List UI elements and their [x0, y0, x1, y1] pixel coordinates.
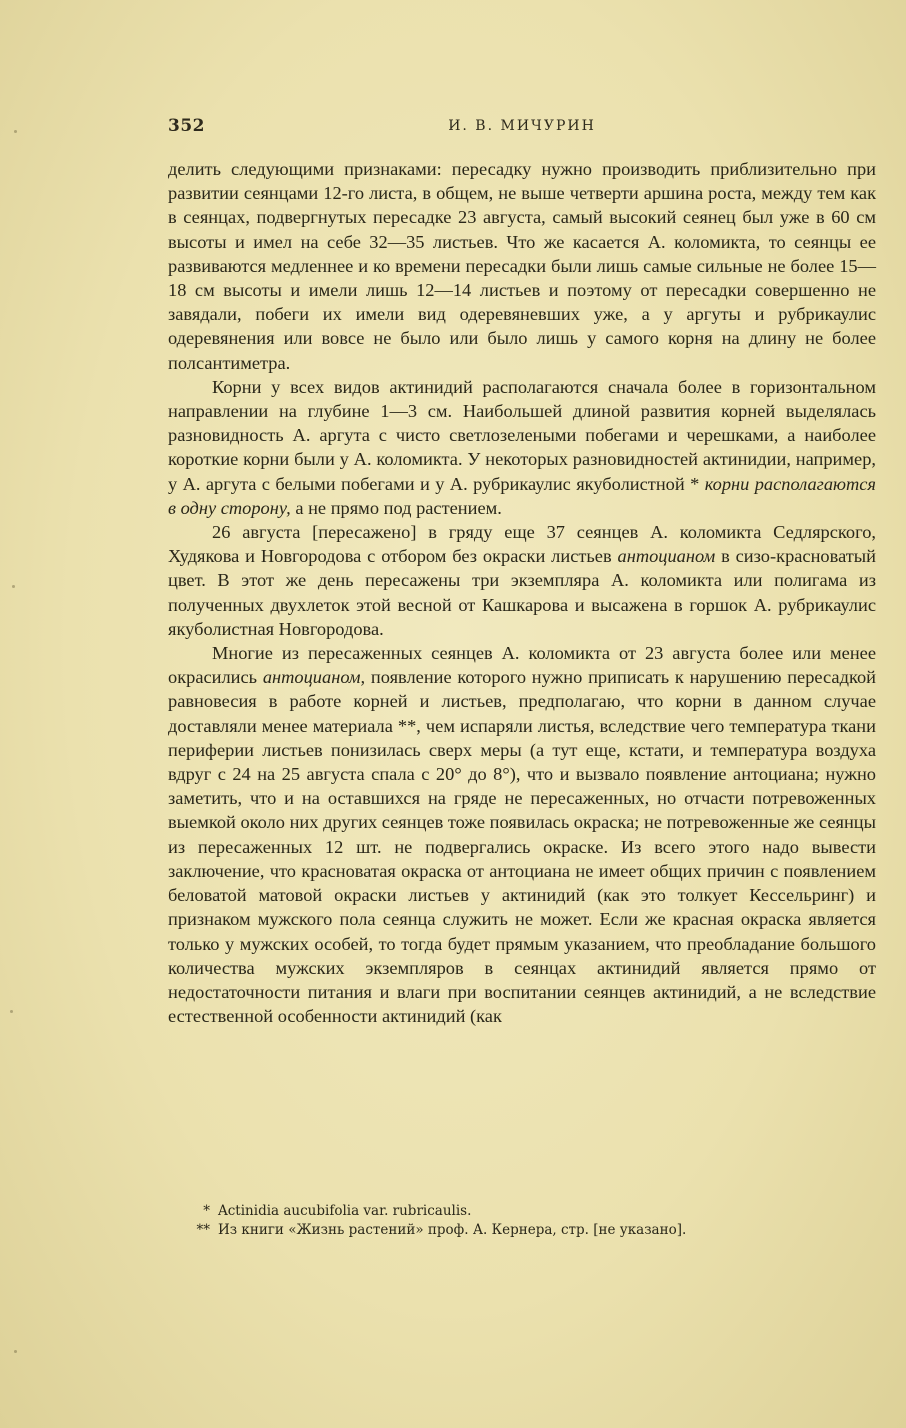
footnote-mark: ** [196, 1222, 210, 1238]
running-head: И. В. МИЧУРИН [448, 118, 596, 134]
body-text [168, 157, 876, 1028]
paragraph-2 [168, 375, 876, 520]
paragraph-1: делить следующими признаками: пересадку нужно производить приблизительно при развитии сеянцами 12-го листа, в общем, не выше четверти аршина роста, между тем как в сеянцах, подвергнутых пересадке 23 августа, самый высокий сеянец был уже в 60 см высоты и имел на себе 32—35 листьев. Что же касается А. коломикта, то сеянцы ее развиваются медленнее и ко времени пересадки были лишь самые сильные не более 15—18 см высоты и имели лишь 12—14 листьев и поэтому от пересадки совершенно не завядали, побеги их имели вид одеревяневших уже, а у аргуты и рубрикаулис одеревянения или вовсе не было или было лишь у самого корня на длину не более полсантиметра. [168, 159, 876, 373]
paragraph-2-text-a: Корни у всех видов актинидий располагаются сначала более в горизонтальном направлении на глубине 1—3 см. Наибольшей длиной развития корней выделялась разновидность А. аргута с чисто светлозелеными побегами и черешками, а наиболее короткие корни были у А. коломикта. У некоторых разновидностей актинидии, например, у А. аргута с белыми побегами и у А. рубрикаулис якуболистной * [168, 376, 876, 494]
page-header [168, 116, 876, 140]
footnotes [168, 1202, 876, 1240]
paragraph-2-italic: корни располагаются в одну сторону, [168, 473, 876, 518]
paragraph-2-text-b: а не прямо под растением. [295, 497, 502, 518]
paper-speck [14, 130, 17, 133]
paragraph-3-text-b: в сизо-красноватый цвет. В этот же день пересажены три экземпляра А. коломикта или полигама из полученных двухлеток этой весной от Кашкарова и высажена в горшок А. рубрикаулис якуболистная Новгородова. [168, 546, 876, 639]
paper-speck [14, 1350, 17, 1353]
page-number: 352 [168, 116, 205, 136]
paragraph-4-italic: антоцианом, [262, 667, 366, 688]
paragraph-3-text-a: 26 августа [пересажено] в гряду еще 37 сеянцев А. коломикта Седлярского, Худякова и Новгородова с отбором без окраски листьев [168, 522, 876, 567]
paragraph-4 [168, 641, 876, 1028]
paragraph-4-text-a: Многие из пересаженных сеянцев А. коломикта от 23 августа более или менее окрасились [168, 643, 876, 688]
paper-speck [12, 585, 15, 588]
paragraph-3 [168, 520, 876, 641]
footnote-text: Actinidia aucubifolia var. rubricaulis. [218, 1203, 472, 1219]
footnote-1 [168, 1202, 876, 1221]
paragraph-4-text-b: появление которого нужно приписать к нарушению пересадкой равновесия в работе корней и листьев, предполагаю, что корни в данном случае доставляли менее материала **, чем испаряли листья, вследствие чего температура ткани периферии листьев понизилась сверх меры (а тут еще, кстати, и температура воздуха вдруг с 24 на 25 августа спала с 20° до 8°), что и вызвало появление антоциана; нужно заметить, что и на оставшихся на гряде не пересаженных, но отчасти потревоженных выемкой около них других сеянцев тоже появилась окраска; не потревоженные же сеянцы из пересаженных 12 шт. не подвергались окраске. Из всего этого надо вывести заключение, что красноватая окраска от антоциана не имеет общих причин с появлением беловатой матовой окраски листьев у актинидий (как это толкует Кессельринг) и признаком мужского пола сеянца служить не может. Если же красная окраска является только у мужских особей, то тогда будет прямым указанием, что преобладание большого количества мужских экземпляров в сеянцах актинидий является прямо от недостаточности питания и влаги при воспитании сеянцев актинидий, а не вследствие естественной особенности актинидий (как [168, 667, 876, 1027]
footnote-2 [168, 1221, 876, 1240]
paper-speck [10, 1010, 13, 1013]
paragraph-3-italic: антоцианом [617, 546, 716, 567]
footnote-mark: * [203, 1203, 210, 1219]
footnote-text: Из книги «Жизнь растений» проф. А. Кернера, стр. [не указано]. [218, 1222, 687, 1238]
